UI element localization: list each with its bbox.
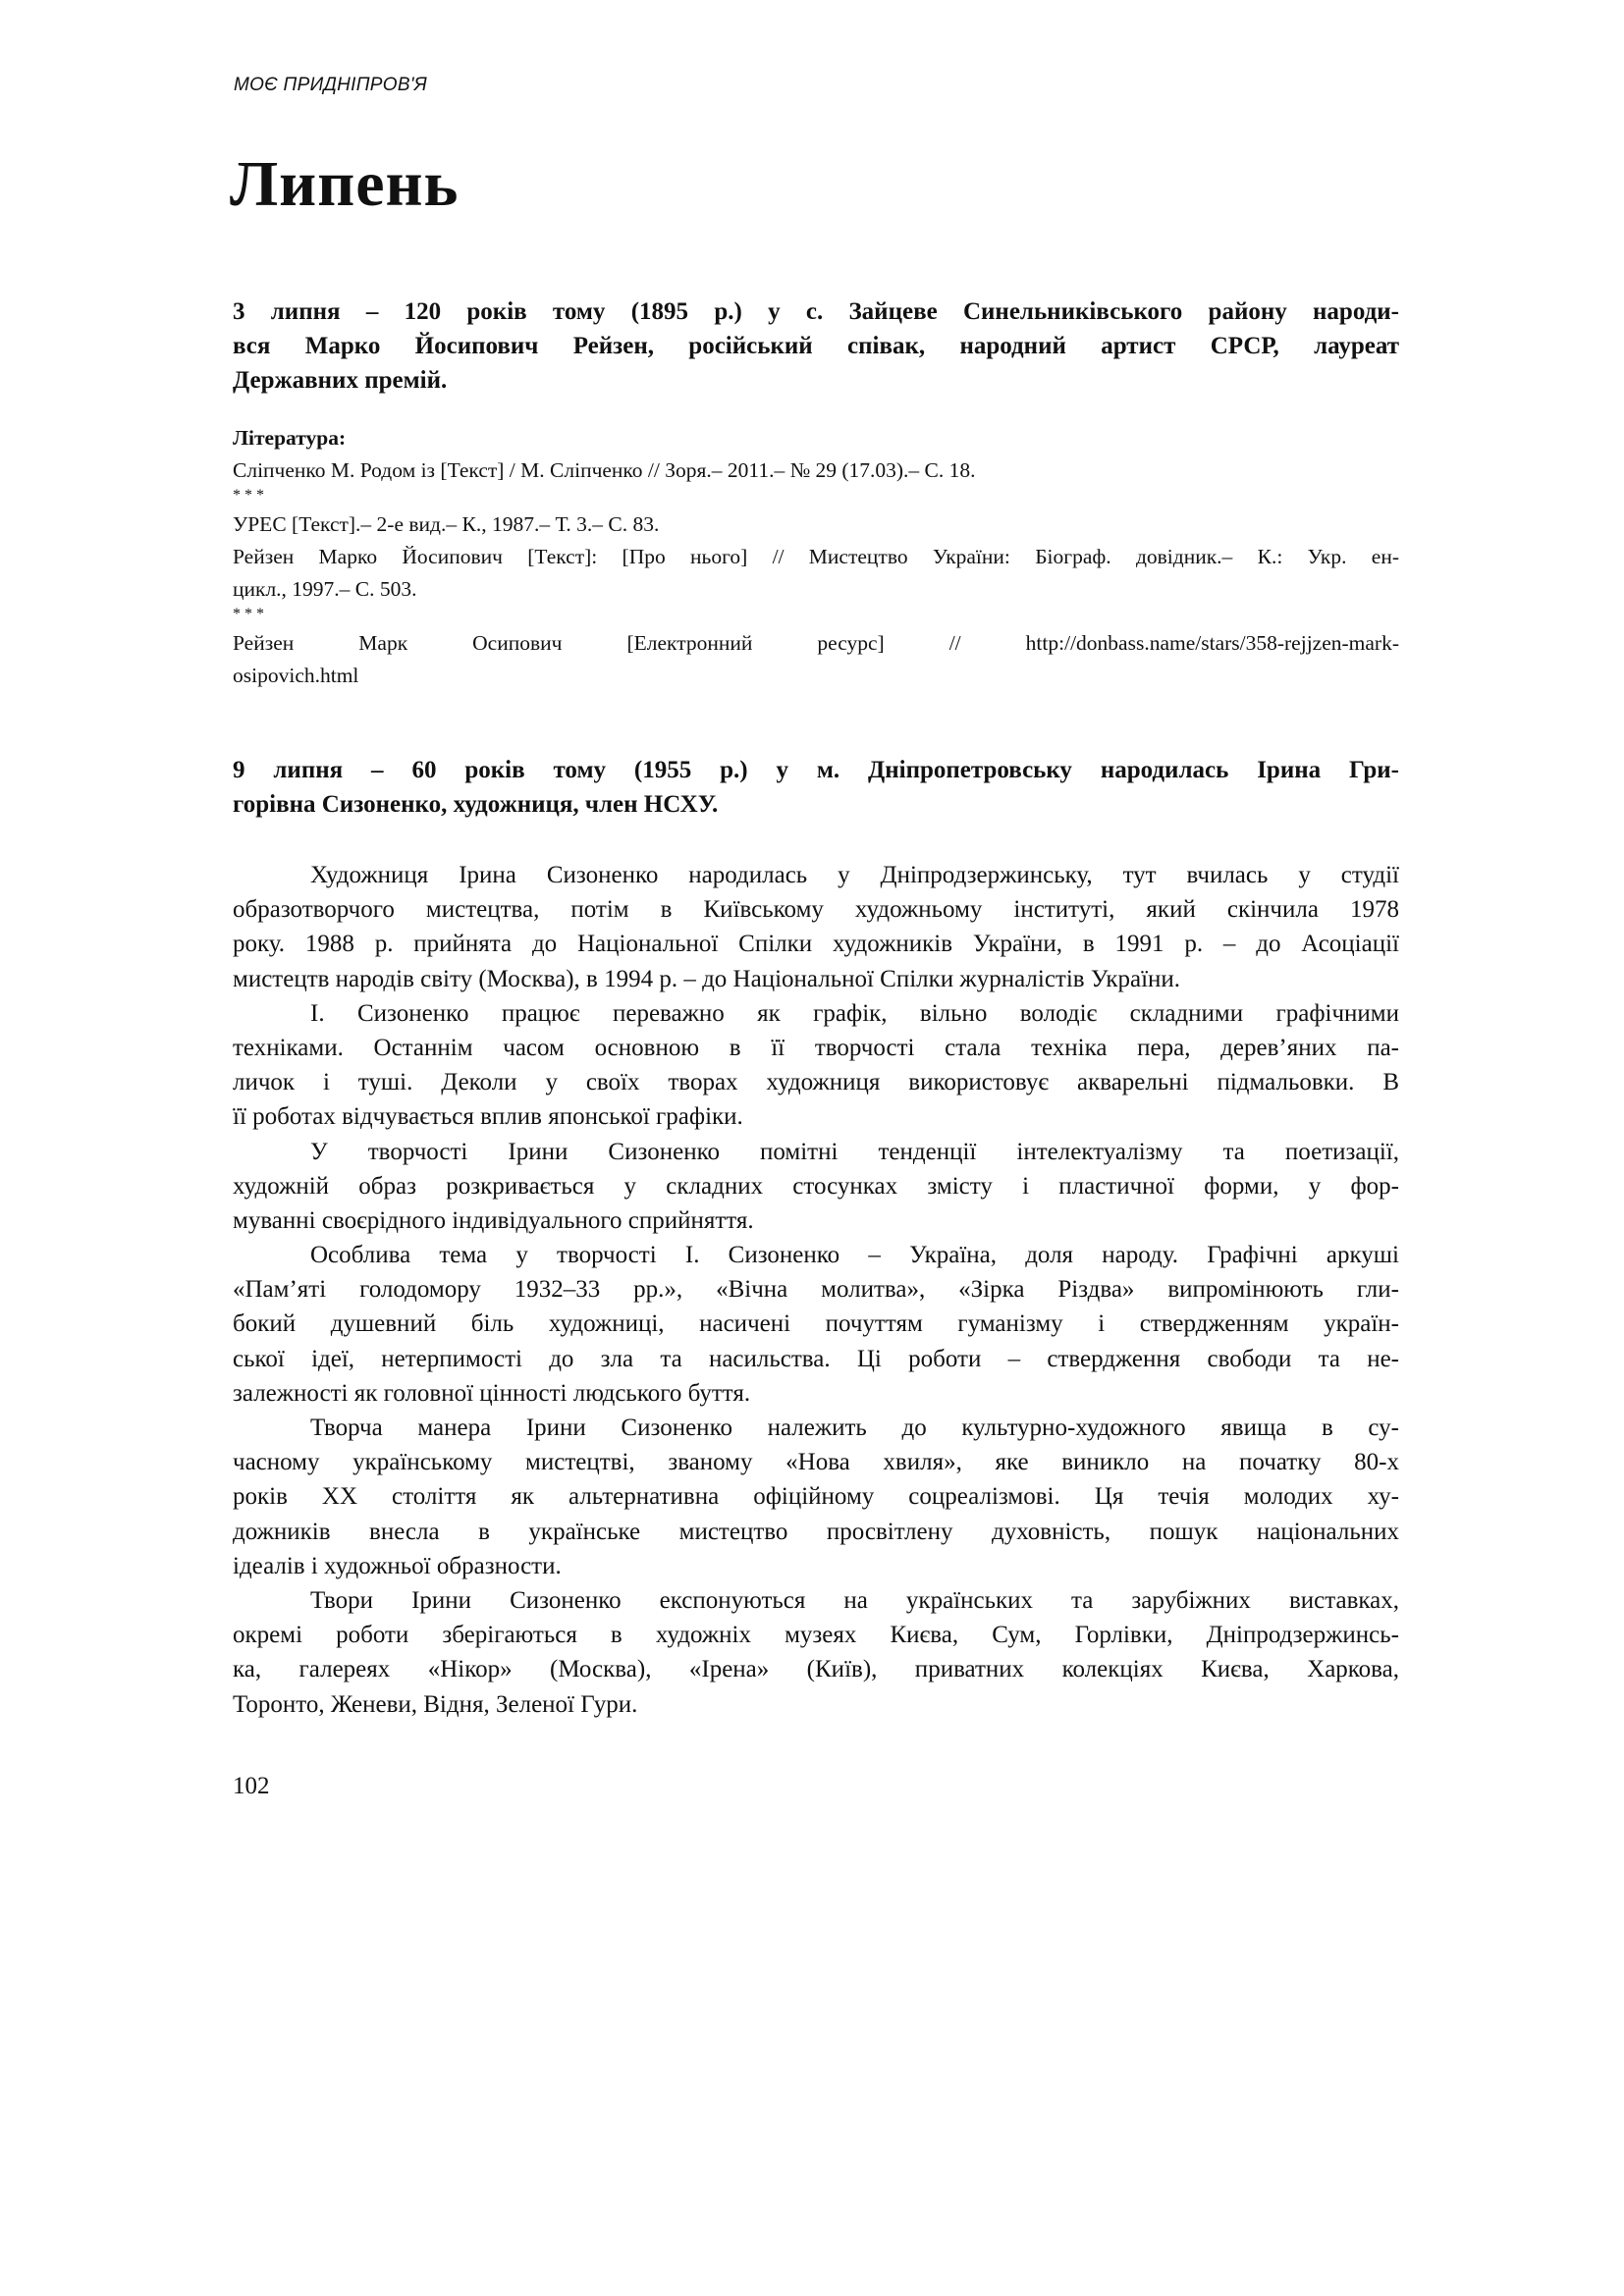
body-line: Особлива тема у творчості І. Сизоненко – Україна, доля народу. Графічні аркуші — [310, 1242, 1399, 1269]
body-line: Художниця Ірина Сизоненко народилась у Дніпродзержинську, тут вчилась у студії — [310, 862, 1399, 888]
body-line: Торонто, Женеви, Відня, Зеленої Гури. — [233, 1690, 638, 1718]
page-number: 102 — [233, 1773, 270, 1799]
body-line: дожників внесла в українське мистецтво просвітлену духовність, пошук національних — [233, 1518, 1399, 1545]
running-head: МОЄ ПРИДНІПРОВ'Я — [234, 75, 428, 95]
body-line: муванні своєрідного індивідуального сприйняття. — [233, 1206, 754, 1234]
body-line: ка, галереях «Нікор» (Москва), «Ірена» (Київ), приватних колекціях Києва, Харкова, — [233, 1656, 1399, 1683]
body-line: її роботах відчувається вплив японської графіки. — [233, 1103, 743, 1131]
body-line: художній образ розкривається у складних стосунках змісту і пластичної форми, у фор- — [233, 1172, 1399, 1200]
literature-line: УРЕС [Текст].– 2-е вид.– К., 1987.– Т. 3.– С. 83. — [233, 512, 660, 536]
body-line: техніками. Останнім часом основною в її творчості стала техніка пера, дерев’яних па- — [233, 1034, 1399, 1061]
heading-line: вся Марко Йосипович Рейзен, російський співак, народний артист СРСР, лауреат — [233, 333, 1399, 359]
literature-label: Література: — [233, 426, 347, 450]
body-line: Твори Ірини Сизоненко експонуються на українських та зарубіжних виставках, — [310, 1586, 1399, 1614]
separator-stars: * * * — [233, 606, 264, 622]
body-line: У творчості Ірини Сизоненко помітні тенденції інтелектуалізму та поетизації, — [310, 1138, 1399, 1165]
body-line: І. Сизоненко працює переважно як графік, вільно володіє складними графічними — [310, 999, 1399, 1027]
literature-line: Рейзен Марко Йосипович [Текст]: [Про нього] // Мистецтво України: Біограф. довідник.– К.: Укр. ен- — [233, 545, 1399, 568]
heading-line: 3 липня – 120 років тому (1895 р.) у с. Зайцеве Синельниківського району народи- — [233, 298, 1399, 325]
body-line: ідеалів і художньої образности. — [233, 1552, 562, 1579]
body-line: залежності як головної цінності людського буття. — [233, 1379, 751, 1407]
body-line: бокий душевний біль художниці, насичені почуттям гуманізму і ствердженням україн- — [233, 1310, 1399, 1338]
body-line: ської ідеї, нетерпимості до зла та насильства. Ці роботи – ствердження свободи та не- — [233, 1345, 1399, 1372]
body-line: образотворчого мистецтва, потім в Київському художньому інституті, який скінчила 1978 — [233, 896, 1399, 924]
entry2-heading — [233, 753, 1399, 822]
body-line: року. 1988 р. прийнята до Національної Спілки художників України, в 1991 р. – до Асоціації — [233, 931, 1399, 958]
entry2-body — [233, 858, 1399, 1722]
page-title: Липень — [230, 148, 460, 220]
heading-line: 9 липня – 60 років тому (1955 р.) у м. Дніпропетровську народилась Ірина Гри- — [233, 757, 1399, 783]
literature-line: цикл., 1997.– С. 503. — [233, 577, 417, 601]
literature-line: osipovich.html — [233, 664, 359, 687]
separator-stars: * * * — [233, 487, 264, 504]
body-line: личок і туші. Деколи у своїх творах художниця використовує акварельні підмальовки. В — [233, 1069, 1399, 1096]
body-line: мистецтв народів світу (Москва), в 1994 р. – до Національної Спілки журналістів України. — [233, 965, 1181, 992]
body-line: Творча манера Ірини Сизоненко належить до культурно-художного явища в су- — [310, 1415, 1399, 1441]
entry1-literature — [233, 422, 1399, 692]
literature-line: Сліпченко М. Родом із [Текст] / М. Сліпченко // Зоря.– 2011.– № 29 (17.03).– С. 18. — [233, 458, 976, 482]
body-line: часному українському мистецтві, званому «Нова хвиля», яке виникло на початку 80-х — [233, 1449, 1399, 1476]
heading-line: горівна Сизоненко, художниця, член НСХУ. — [233, 791, 719, 818]
literature-line: Рейзен Марк Осипович [Електронний ресурс] // http://donbass.name/stars/358-rejjzen-mark- — [233, 631, 1399, 655]
body-line: окремі роботи зберігаються в художніх музеях Києва, Сум, Горлівки, Дніпродзержинсь- — [233, 1622, 1399, 1649]
body-line: «Пам’яті голодомору 1932–33 рр.», «Вічна молитва», «Зірка Різдва» випромінюють гли- — [233, 1276, 1399, 1304]
body-line: років XX століття як альтернативна офіційному соцреалізмові. Ця течія молодих ху- — [233, 1483, 1399, 1511]
heading-line: Державних премій. — [233, 367, 448, 394]
entry1-heading — [233, 294, 1399, 398]
